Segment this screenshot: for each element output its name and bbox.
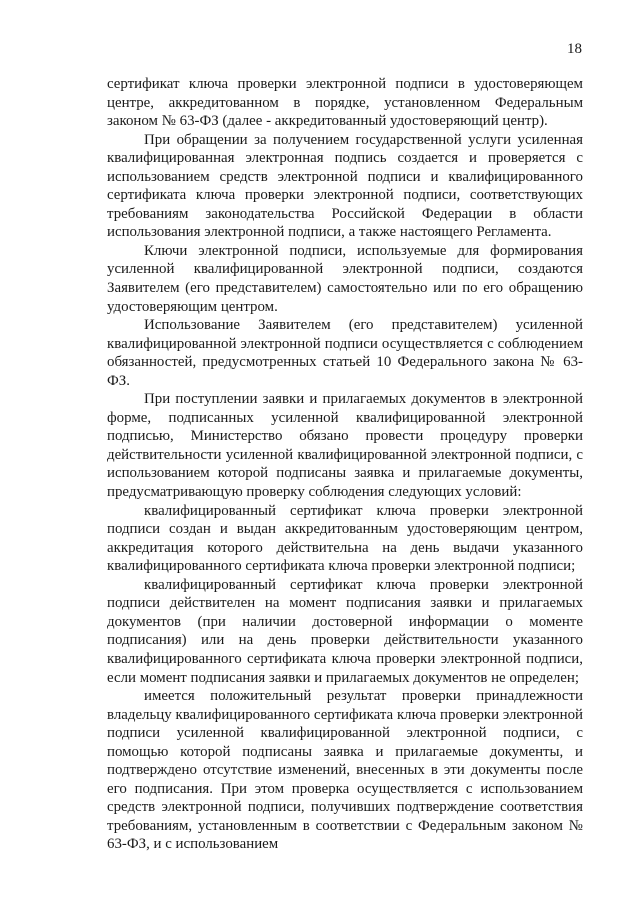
- paragraph: Ключи электронной подписи, используемые для формирования усиленной квалифицированной электронной подписи, создаются Заявителем (его представителем) самостоятельно или по его обращению удостоверяющим центром.: [107, 242, 583, 315]
- page-number: 18: [567, 41, 582, 57]
- paragraph: Использование Заявителем (его представителем) усиленной квалифицированной электронной подписи осуществляется с соблюдением обязанностей, предусмотренных статьей 10 Федерального закона № 63-ФЗ.: [107, 317, 583, 389]
- paragraph: При поступлении заявки и прилагаемых документов в электронной форме, подписанных усиленной квалифицированной электронной подписью, Министерство обязано провести процедуру проверки действительности усиленной квалифицированной электронной подписи, с использованием которой подписаны заявка и прилагаемые документы, предусматривающую проверку соблюдения следующих условий:: [107, 391, 583, 501]
- document-body: [107, 75, 583, 854]
- paragraph: При обращении за получением государственной услуги усиленная квалифицированная электронная подпись создается и проверяется с использованием средств электронной подписи и квалифицированного сертификата ключа проверки электронной подписи, соответствующих требованиям законодательства Российской Федерации в области использования электронной подписи, а также настоящего Регламента.: [107, 131, 583, 241]
- paragraph: имеется положительный результат проверки принадлежности владельцу квалифицированного сертификата ключа проверки электронной подписи усиленной квалифицированной электронной подписи, с помощью которой подписаны заявка и прилагаемые документы, и подтверждено отсутствие изменений, внесенных в эти документы после его подписания. При этом проверка осуществляется с использованием средств электронной подписи, получивших подтверждение соответствия требованиям, установленным в соответствии с Федеральным законом № 63-ФЗ, и с использованием: [107, 688, 583, 853]
- paragraph: квалифицированный сертификат ключа проверки электронной подписи создан и выдан аккредитованным удостоверяющим центром, аккредитация которого действительна на день выдачи указанного квалифицированного сертификата ключа проверки электронной подписи;: [107, 502, 583, 575]
- paragraph: сертификат ключа проверки электронной подписи в удостоверяющем центре, аккредитованном в порядке, установленном Федеральным законом № 63-ФЗ (далее - аккредитованный удостоверяющий центр).: [107, 76, 583, 130]
- paragraph: квалифицированный сертификат ключа проверки электронной подписи действителен на момент подписания заявки и прилагаемых документов (при наличии достоверной информации о моменте подписания) или на день проверки действительности указанного квалифицированного сертификата ключа проверки электронной подписи, если момент подписания заявки и прилагаемых документов не определен;: [107, 576, 583, 686]
